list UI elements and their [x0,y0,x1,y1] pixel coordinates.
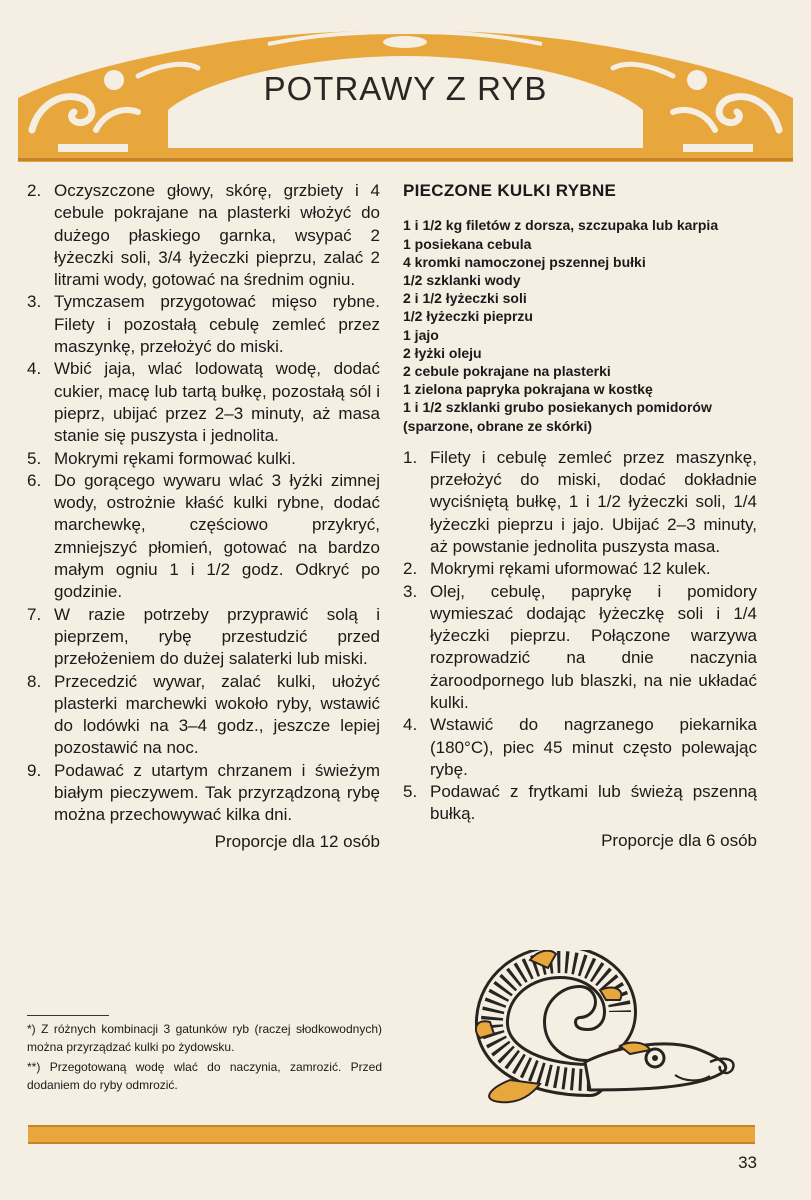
step-number: 5. [27,448,42,468]
list-item [403,714,757,781]
ingredient-item: 2 i 1/2 łyżeczki soli [403,290,527,307]
ingredient-item: 1 jajo [403,326,439,343]
fish-icon [470,950,750,1110]
list-item [27,604,380,671]
ingredient-item: 1 i 1/2 szklanki grubo posiekanych pomidorów (sparzone, obrane ze skórki) [403,399,712,434]
list-item [27,358,380,447]
step-text: Wbić jaja, wlać lodowatą wodę, dodać cukier, macę lub tartą bułkę, pozostałą sól i pieprz, ubijać przez 2–3 minuty, aż masa stanie się puszysta i jednolita. [54,359,380,446]
ingredient-item: 1/2 szklanki wody [403,271,521,288]
step-text: Olej, cebulę, paprykę i pomidory wymieszać dodając łyżeczkę soli i 1/4 łyżeczki pieprzu. Połączone warzywa rozprowadzić na dnie naczynia żaroodpornego lub blaszki, na nie układać kulki. [430,581,757,712]
step-number: 4. [27,359,42,379]
step-text: Tymczasem przygotować mięso rybne. Filety i pozostałą cebulę zemleć przez maszynkę, przełożyć do miski. [54,292,380,357]
step-text: W razie potrzeby przyprawić solą i pieprzem, rybę przestudzić przed przełożeniem do dużej salaterki lub miski. [54,604,380,669]
footnote: **) Przegotowaną wodę wlać do naczynia, zamrozić. Przed dodaniem do ryby odmrozić. [27,1060,382,1092]
page-number: 33 [738,1153,757,1172]
bottom-ornament-band [28,1125,755,1144]
step-text: Oczyszczone głowy, skórę, grzbiety i 4 cebule pokrajane na plasterki włożyć do dużego płaskiego garnka, wsypać 2 łyżeczki soli, 3/4 łyżeczki pieprzu, zalać 2 litrami wody, gotować na średnim ogniu. [54,181,380,290]
proportions-right: Proporcje dla 6 osób [601,830,757,850]
footnotes [27,1021,382,1097]
recipe-title: PIECZONE KULKI RYBNE [403,181,617,200]
list-item [403,781,757,826]
fish-illustration [470,950,750,1115]
ingredient-item: 2 łyżki oleju [403,344,482,361]
step-text: Przecedzić wywar, zalać kulki, ułożyć plasterki marchewki wokoło ryby, wstawić do lodówki na 3–4 godz., jeszcze lepiej pozostawić na noc. [54,671,380,758]
step-number: 3. [27,292,42,312]
page-title: POTRAWY Z RYB [263,70,548,107]
list-item [27,448,380,470]
ingredient-item: 1 zielona papryka pokrajana w kostkę [403,381,653,398]
step-text: Podawać z frytkami lub świeżą pszenną bułką. [430,782,757,824]
left-column [27,180,380,853]
footnote-divider [27,1015,109,1016]
left-steps-list [27,180,380,827]
step-text: Filety i cebulę zemleć przez maszynkę, przełożyć do miski, dodać dokładnie wyciśniętą bułkę, 1 i 1/2 łyżeczki soli, 1/4 łyżeczki pieprzu i jajo. Ubijać 2–3 minuty, aż powstanie jednolita puszysta masa. [430,447,757,556]
step-text: Mokrymi rękami formować kulki. [54,448,296,468]
list-item [27,180,380,291]
ingredient-item: 2 cebule pokrajane na plasterki [403,362,611,379]
footnote: *) Z różnych kombinacji 3 gatunków ryb (raczej słodkowodnych) można przyrządzać kulki po żydowsku. [27,1022,382,1054]
proportions-left: Proporcje dla 12 osób [214,831,380,851]
step-number: 4. [403,715,418,735]
ingredient-item: 1/2 łyżeczki pieprzu [403,308,533,325]
list-item [27,470,380,604]
step-number: 3. [403,581,418,601]
step-text: Do gorącego wywaru wlać 3 łyżki zimnej wody, ostrożnie kłaść kulki rybne, dodać marchewkę, częściowo przykryć, zmniejszyć płomień, gotować na bardzo małym ogniu 1 i 1/2 godz. Odkryć po godzinie. [54,470,380,602]
step-number: 2. [27,181,42,200]
list-item [403,447,757,558]
step-number: 5. [403,782,418,802]
list-item [27,291,380,358]
header-ornament [18,18,793,168]
list-item [403,558,757,580]
step-text: Podawać z utartym chrzanem i świeżym białym pieczywem. Tak przyrządzoną rybę można przechowywać kilka dni. [54,760,380,825]
right-steps-list [403,447,757,826]
list-item [403,581,757,715]
step-number: 1. [403,447,418,467]
ingredient-item: 1 i 1/2 kg filetów z dorsza, szczupaka lub karpia [403,217,719,234]
step-number: 2. [403,559,418,579]
list-item [27,760,380,827]
step-number: 8. [27,671,42,691]
step-text: Mokrymi rękami uformować 12 kulek. [430,559,711,579]
step-number: 6. [27,470,42,490]
ingredients-list [403,216,757,434]
list-item [27,671,380,760]
ingredient-item: 1 posiekana cebula [403,235,532,252]
step-text: Wstawić do nagrzanego piekarnika (180°C), piec 45 minut często polewając rybę. [430,715,757,779]
step-number: 9. [27,760,42,780]
ingredient-item: 4 kromki namoczonej pszennej bułki [403,253,646,270]
step-number: 7. [27,604,42,624]
right-column [403,180,757,852]
